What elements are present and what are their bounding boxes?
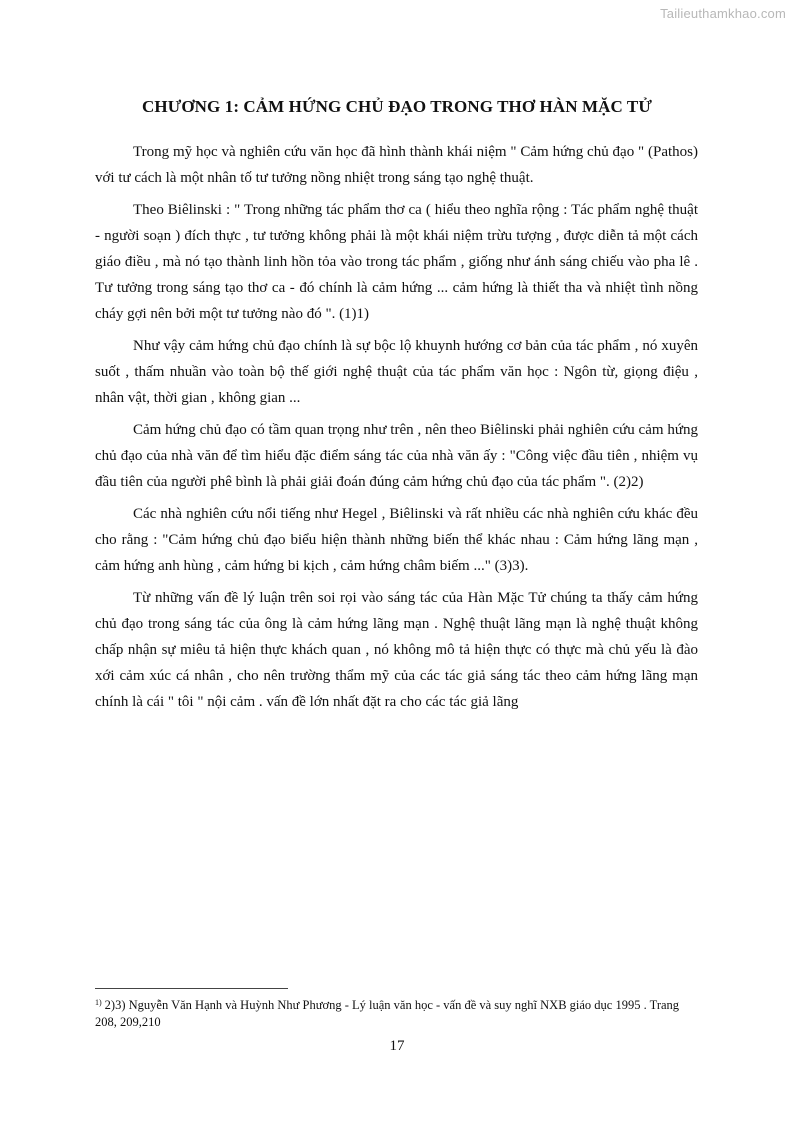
footnote-divider [95,988,288,989]
paragraph-5: Các nhà nghiên cứu nổi tiếng như Hegel , Biêlinski và rất nhiều các nhà nghiên cứu khác đều cho rằng : "Cảm hứng chủ đạo biểu hiện thành những biến thể khác nhau : Cảm hứng lãng mạn , cảm hứng anh hùng , cảm hứng bi kịch , cảm hứng châm biếm ..." (3)3). [95,506,698,574]
watermark: Tailieuthamkhao.com [660,6,786,21]
paragraph-3: Như vậy cảm hứng chủ đạo chính là sự bộc lộ khuynh hướng cơ bản của tác phẩm , nó xuyên suốt , thấm nhuần vào toàn bộ thế giới nghệ thuật của tác phẩm văn học : Ngôn từ, giọng điệu , nhân vật, thời gian , không gian ... [95,338,698,406]
page-number: 17 [389,1038,405,1054]
paragraph-2: Theo Biêlinski : " Trong những tác phẩm thơ ca ( hiểu theo nghĩa rộng : Tác phẩm nghệ thuật - người soạn ) đích thực , tư tưởng không phải là một khái niệm trừu tượng , được diễn tả một cách giáo điều , mà nó tạo thành linh hồn tỏa vào trong tác phẩm , giống như ánh sáng chiếu vào pha lê . Tư tưởng trong sáng tạo thơ ca - đó chính là cảm hứng ... cảm hứng là thiết tha và nhiệt tình nồng cháy gợi nên bởi một tư tưởng nào đó ". (1)1) [95,202,698,322]
paragraph-1: Trong mỹ học và nghiên cứu văn học đã hình thành khái niệm " Cảm hứng chủ đạo " (Pathos) với tư cách là một nhân tố tư tưởng nồng nhiệt trong sáng tạo nghệ thuật. [95,144,698,186]
chapter-title: CHƯƠNG 1: CẢM HỨNG CHỦ ĐẠO TRONG THƠ HÀN MẶC TỬ [142,97,652,116]
footnote-marker: 1) [95,998,102,1007]
footnote [95,994,698,1031]
paragraph-6: Từ những vấn đề lý luận trên soi rọi vào sáng tác của Hàn Mặc Tử chúng ta thấy cảm hứng chủ đạo trong sáng tác của ông là cảm hứng lãng mạn . Nghệ thuật lãng mạn là nghệ thuật không chấp nhận sự miêu tả hiện thực khách quan , nó không mô tả hiện thực có thực mà chủ yếu là đào xới cảm xúc cá nhân , cho nên trường thẩm mỹ của các tác giả sáng tác theo cảm hứng lãng mạn chính là cái " tôi " nội cảm . vấn đề lớn nhất đặt ra cho các tác giả lãng [95,590,698,710]
body-text [95,139,698,721]
footnote-text: 2)3) Nguyễn Văn Hạnh và Huỳnh Như Phương - Lý luận văn học - vấn đề và suy nghĩ NXB giáo dục 1995 . Trang 208, 209,210 [95,998,680,1029]
paragraph-4: Cảm hứng chủ đạo có tầm quan trọng như trên , nên theo Biêlinski phải nghiên cứu cảm hứng chủ đạo của nhà văn để tìm hiểu đặc điểm sáng tác của nhà văn ấy : "Công việc đầu tiên , nhiệm vụ đầu tiên của người phê bình là phải giải đoán đúng cảm hứng chủ đạo của tác phẩm ". (2)2) [95,422,698,490]
